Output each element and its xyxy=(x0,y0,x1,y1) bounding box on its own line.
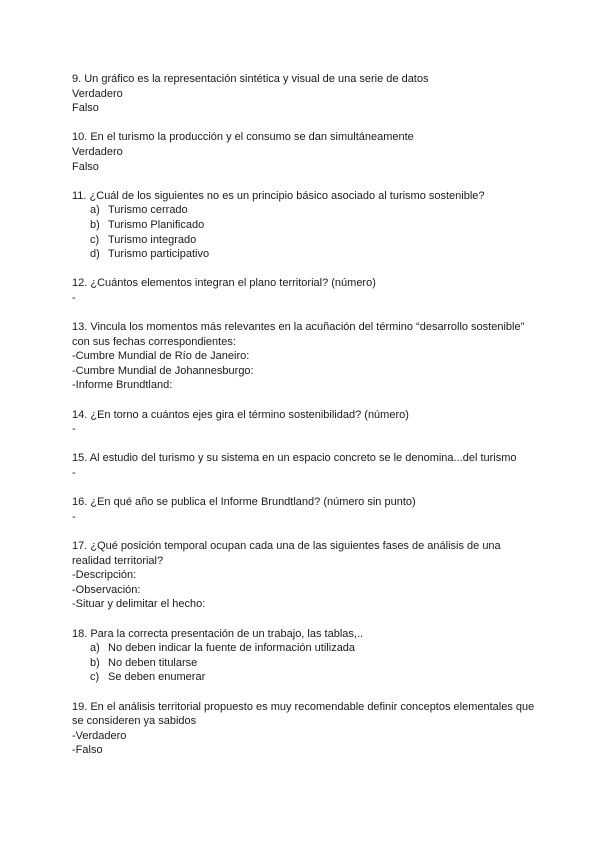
option-text: No deben indicar la fuente de información utilizada xyxy=(108,642,356,655)
option-text: Se deben enumerar xyxy=(108,671,206,684)
answer-line: - xyxy=(72,423,76,436)
answer-line: -Informe Brundtland: xyxy=(72,379,173,392)
answer-line: - xyxy=(72,467,76,480)
question-title: 10. En el turismo la producción y el consumo se dan simultáneamente xyxy=(72,131,414,144)
question-11 xyxy=(72,189,540,262)
option-item xyxy=(90,218,540,233)
question-title: 11. ¿Cuál de los siguientes no es un principio básico asociado al turismo sostenible? xyxy=(72,189,485,202)
answer-line: -Observación: xyxy=(72,583,141,596)
question-14 xyxy=(72,408,540,437)
answer-line: Verdadero xyxy=(72,145,123,158)
question-title: 17. ¿Qué posición temporal ocupan cada una de las siguientes fases de análisis de una realidad territorial? xyxy=(72,540,501,567)
question-17 xyxy=(72,539,540,612)
option-label: a) xyxy=(90,204,100,217)
option-label: d) xyxy=(90,248,100,261)
option-item xyxy=(90,656,540,671)
question-title: 15. Al estudio del turismo y su sistema en un espacio concreto se le denomina...del turismo xyxy=(72,452,517,465)
option-label: c) xyxy=(90,233,100,246)
option-list xyxy=(72,203,540,261)
answer-line: - xyxy=(72,291,76,304)
option-label: b) xyxy=(90,656,100,669)
option-item xyxy=(90,233,540,248)
option-list xyxy=(72,641,540,685)
question-19 xyxy=(72,700,540,758)
question-10 xyxy=(72,130,540,174)
answer-line: -Situar y delimitar el hecho: xyxy=(72,598,206,611)
option-item xyxy=(90,641,540,656)
option-item xyxy=(90,203,540,218)
answer-line: Verdadero xyxy=(72,87,123,100)
option-text: Turismo participativo xyxy=(108,248,210,261)
option-text: Turismo cerrado xyxy=(108,204,188,217)
option-label: b) xyxy=(90,218,100,231)
option-label: a) xyxy=(90,642,100,655)
option-text: Turismo Planificado xyxy=(108,218,205,231)
question-9 xyxy=(72,72,540,116)
answer-line: Falso xyxy=(72,160,99,173)
option-item xyxy=(90,247,540,262)
option-text: No deben titularse xyxy=(108,656,198,669)
question-title: 12. ¿Cuántos elementos integran el plano territorial? (número) xyxy=(72,277,376,290)
answer-line: -Cumbre Mundial de Río de Janeiro: xyxy=(72,350,250,363)
option-text: Turismo integrado xyxy=(108,233,197,246)
option-label: c) xyxy=(90,671,100,684)
question-title: 9. Un gráfico es la representación sintética y visual de una serie de datos xyxy=(72,73,429,85)
question-13 xyxy=(72,320,540,393)
answer-line: Falso xyxy=(72,102,99,115)
question-title: 13. Vincula los momentos más relevantes en la acuñación del término “desarrollo sostenible” con sus fechas correspondientes: xyxy=(72,321,525,348)
answer-line: - xyxy=(72,510,76,523)
answer-line: -Verdadero xyxy=(72,729,127,742)
answer-line: -Descripción: xyxy=(72,569,137,582)
answer-line: -Cumbre Mundial de Johannesburgo: xyxy=(72,364,254,377)
question-title: 16. ¿En qué año se publica el Informe Brundtland? (número sin punto) xyxy=(72,496,416,509)
question-title: 18. Para la correcta presentación de un trabajo, las tablas,.. xyxy=(72,627,364,640)
question-12 xyxy=(72,276,540,305)
question-18 xyxy=(72,627,540,685)
answer-line: -Falso xyxy=(72,744,103,757)
option-item xyxy=(90,670,540,685)
question-15 xyxy=(72,451,540,480)
question-16 xyxy=(72,495,540,524)
question-title: 19. En el análisis territorial propuesto es muy recomendable definir conceptos elementales que se consideren ya sabidos xyxy=(72,700,535,728)
question-title: 14. ¿En torno a cuántos ejes gira el término sostenibilidad? (número) xyxy=(72,408,409,421)
